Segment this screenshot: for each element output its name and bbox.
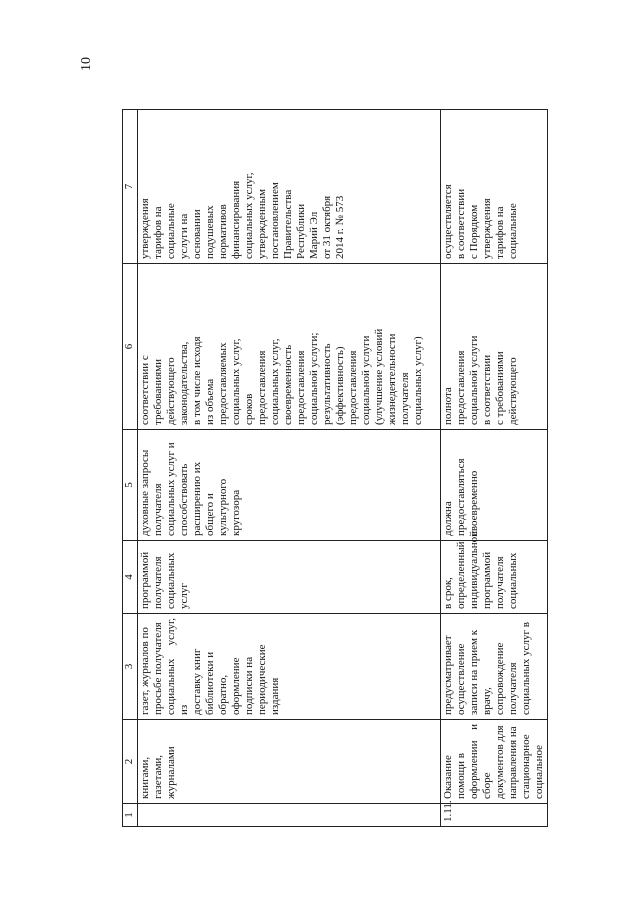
service-term-cell: в срок, определенный индивидуальной программой получателя социальных (441, 541, 548, 614)
services-table (122, 109, 548, 827)
table-row (138, 110, 441, 827)
column-header-2: 2 (123, 720, 138, 804)
column-header-7: 7 (123, 110, 138, 264)
table-header-row (123, 110, 138, 827)
service-norm-cell: должна предоставляться своевременно (441, 430, 548, 541)
page-number-text: 10 (79, 57, 94, 71)
column-header-6: 6 (123, 264, 138, 430)
row-number-cell: 1.11. (441, 804, 548, 827)
quality-indicators-cell: полнота предоставления социальной услуги в соответствии с требованиями действующего (441, 264, 548, 430)
tariff-conditions-cell: осуществляется в соответствии с Порядком утверждения тарифов на социальные (441, 110, 548, 264)
row-number-cell (138, 804, 441, 827)
service-description-cell: предусматривает осуществление записи на прием к врачу, сопровождение получателя социальных услуг в (441, 614, 548, 720)
column-header-3: 3 (123, 614, 138, 720)
table-row (441, 110, 548, 827)
tariff-conditions-cell: утверждения тарифов на социальные услуги на основании подушевых нормативов финансирования социальных услуг, утвержденным постановлением Правительства Республики Марий Эл от 31 октября 2014 г. № 573 (138, 110, 441, 264)
quality-indicators-cell: соответствии с требованиями действующего законодательства, в том числе исходя из объема предоставляемых социальных услуг, сроков предоставления социальных услуг, своевременность предоставления социальной услуги; результативность (эффективность) предоставления социальной услуги (улучшение условий жизнедеятельности получателя социальных услуг) (138, 264, 441, 430)
service-name-cell: книгами, газетами, журналами (138, 720, 441, 804)
column-header-5: 5 (123, 430, 138, 541)
service-name-cell: Оказание помощи в оформлении и сборе документов для направления на стационарное социальное (441, 720, 548, 804)
rotated-table-container (122, 117, 545, 827)
service-term-cell: программой получателя социальных услуг (138, 541, 441, 614)
service-description-cell: газет, журналов по просьбе получателя социальных услуг, из доставку книг библиотеки и обратно, оформление подписки на периодические издания (138, 614, 441, 720)
column-header-1: 1 (123, 804, 138, 827)
column-header-4: 4 (123, 541, 138, 614)
page-number (77, 48, 97, 80)
service-norm-cell: духовные запросы получателя социальных услуг и способствовать расширению их общего и культурного кругозора (138, 430, 441, 541)
